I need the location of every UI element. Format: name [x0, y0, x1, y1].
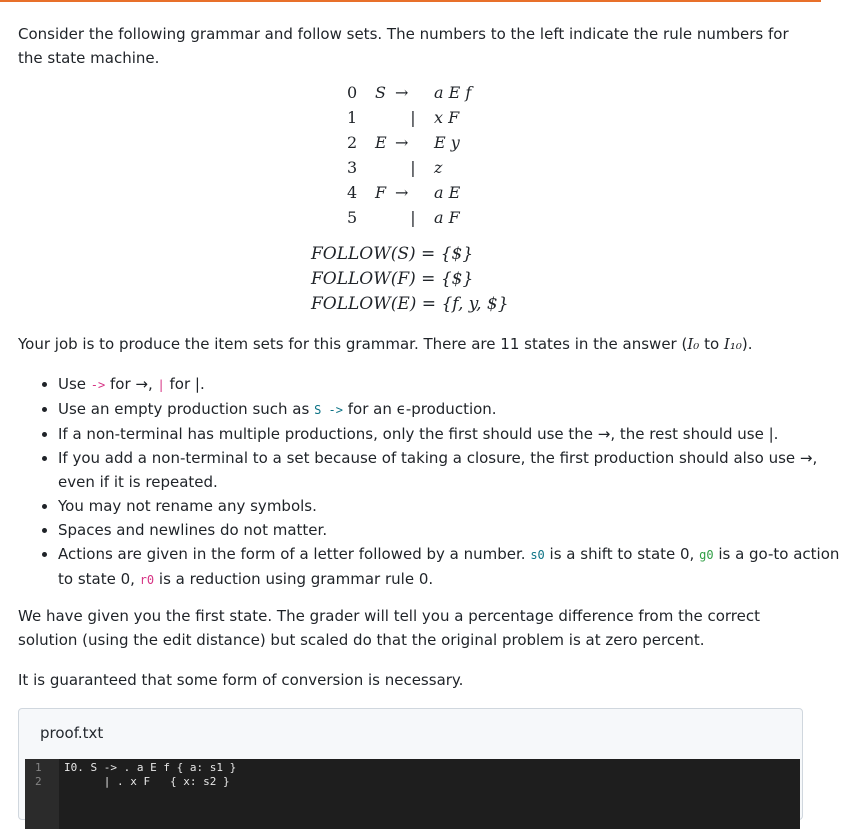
- job-text-end: ).: [741, 335, 753, 353]
- line-number: 2: [35, 775, 42, 788]
- rule-lhs: E: [375, 133, 387, 152]
- follow-set-e: FOLLOW(E) = {f, y, $}: [311, 294, 509, 314]
- code-line[interactable]: | . x F { x: s2 }: [64, 775, 230, 788]
- rule-text: is a shift to state 0,: [544, 545, 700, 563]
- rule-number: 4: [347, 183, 358, 202]
- line-number: 1: [35, 761, 42, 774]
- rule-item: • You may not rename any symbols.: [58, 494, 843, 518]
- given-paragraph: We have given you the first state. The grader will tell you a percentage difference from the correct solution (using the edit distance) but scaled do that the original problem is at zero percent.: [18, 607, 761, 649]
- rule-rhs: E y: [434, 133, 460, 152]
- rule-item: [58, 397, 843, 422]
- rule-rhs: x F: [434, 108, 460, 127]
- rule-item: [58, 542, 843, 592]
- rule-rhs: a F: [434, 208, 460, 227]
- intro-paragraph: Consider the following grammar and follow sets. The numbers to the left indicate the rule numbers for the state machine.: [18, 25, 789, 67]
- follow-set-f: FOLLOW(F) = {$}: [311, 269, 474, 289]
- rule-text: is a reduction using grammar rule 0.: [154, 570, 434, 588]
- job-paragraph: [18, 332, 798, 356]
- shift-code: s0: [530, 548, 545, 562]
- rule-alt-bar: |: [410, 158, 416, 177]
- rule-text: Use: [58, 375, 91, 393]
- rule-arrow: →: [395, 183, 409, 202]
- code-line[interactable]: I0. S -> . a E f { a: s1 }: [64, 761, 237, 774]
- rule-lhs: S: [375, 83, 386, 102]
- job-text: Your job is to produce the item sets for this grammar. There are 11 states in the answer (: [18, 335, 688, 353]
- rule-text: for an ϵ-production.: [342, 400, 497, 418]
- rule-number: 5: [347, 208, 358, 227]
- rule-alt-bar: |: [410, 208, 416, 227]
- reduce-code: r0: [139, 573, 155, 587]
- rule-number: 0: [347, 83, 358, 102]
- rule-text: is a go-to action to state 0,: [58, 545, 840, 588]
- rule-item: • If you add a non-terminal to a set because of taking a closure, the first production should also use →, even if it is repeated.: [58, 446, 843, 494]
- editor-filename: proof.txt: [40, 724, 104, 742]
- rule-item: • Spaces and newlines do not matter.: [58, 518, 843, 542]
- rule-text: Actions are given in the form of a letter followed by a number.: [58, 545, 531, 563]
- rule-rhs: z: [434, 158, 443, 177]
- state-i0: I₀: [687, 335, 700, 353]
- rule-rhs: a E f: [434, 83, 472, 102]
- rule-text: for |.: [164, 375, 205, 393]
- arrow-code: ->: [90, 378, 106, 392]
- grammar-table: [347, 83, 507, 233]
- code-editor[interactable]: [25, 759, 800, 829]
- rule-alt-bar: |: [410, 108, 416, 127]
- rule-number: 1: [347, 108, 358, 127]
- follow-set-s: FOLLOW(S) = {$}: [311, 244, 474, 264]
- guarantee-paragraph: It is guaranteed that some form of conversion is necessary.: [18, 671, 464, 689]
- rule-number: 2: [347, 133, 358, 152]
- rule-arrow: →: [395, 133, 409, 152]
- line-number-gutter: [25, 759, 59, 829]
- rule-text: for →,: [105, 375, 158, 393]
- bar-code: |: [157, 378, 165, 392]
- rule-rhs: a E: [434, 183, 461, 202]
- rule-arrow: →: [395, 83, 409, 102]
- rule-lhs: F: [375, 183, 387, 202]
- top-accent-bar: [0, 0, 821, 2]
- job-to-text: to: [699, 335, 724, 353]
- rule-item: • If a non-terminal has multiple productions, only the first should use the →, the rest should use |.: [58, 422, 843, 446]
- goto-code: g0: [699, 548, 714, 562]
- state-i10: I₁₀: [723, 335, 742, 353]
- rule-number: 3: [347, 158, 358, 177]
- rules-list: [18, 372, 843, 592]
- rule-text: Use an empty production such as: [58, 400, 315, 418]
- empty-production-code: S ->: [314, 403, 343, 417]
- rule-item: [58, 372, 843, 397]
- proof-editor-card: [18, 708, 803, 820]
